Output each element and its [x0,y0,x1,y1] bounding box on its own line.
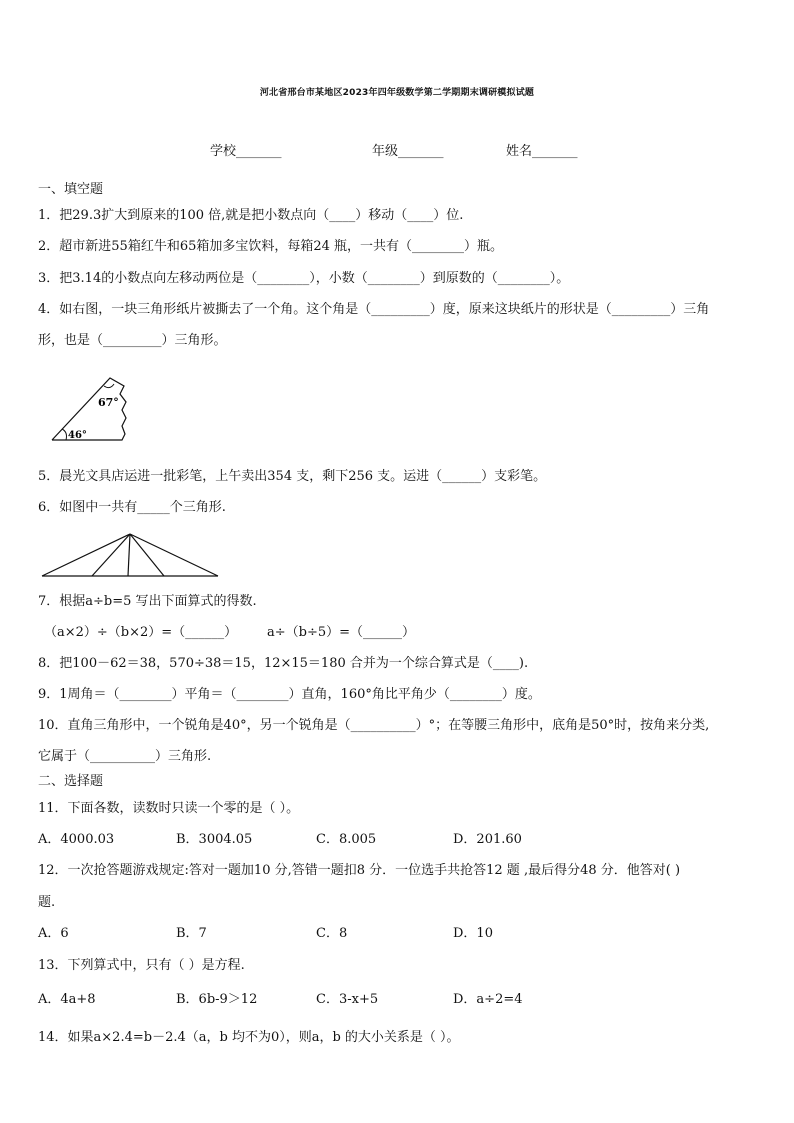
grade-field[interactable]: 年级_______ [372,144,444,159]
question-4-line2: 形，也是（_________）三角形。 [38,333,227,348]
q12-option-c[interactable]: C．8 [316,926,348,941]
name-field[interactable]: 姓名_______ [506,144,578,159]
q13-option-a[interactable]: A．4a+8 [38,992,96,1007]
question-1: 1．把29.3扩大到原来的100 倍,就是把小数点向（____）移动（____）位. [38,208,464,223]
q11-option-c[interactable]: C．8.005 [316,832,377,847]
question-10-line2: 它属于（__________）三角形. [38,749,212,764]
section-fill-blank-heading: 一、填空题 [38,182,104,197]
question-9: 9．1周角＝（________）平角＝（________）直角，160°角比平角少（________）度。 [38,687,541,702]
question-11: 11．下面各数，读数时只读一个零的是（ ）。 [38,801,300,816]
triangles-count-figure [38,530,222,580]
page-title: 河北省邢台市某地区2023年四年级数学第二学期期末调研模拟试题 [259,88,535,98]
question-2: 2．超市新进55箱红牛和65箱加多宝饮料，每箱24 瓶，一共有（________）瓶。 [38,239,504,254]
q13-option-c[interactable]: C．3-x+5 [316,992,379,1007]
question-5: 5．晨光文具店运进一批彩笔，上午卖出354 支，剩下256 支。运进（______）支彩笔。 [38,469,547,484]
q13-option-b[interactable]: B．6b-9＞12 [176,992,258,1007]
question-7a: （a×2）÷（b×2）=（______） [44,625,238,640]
question-12-line1: 12．一次抢答题游戏规定:答对一题加10 分,答错一题扣8 分．一位选手共抢答12 题 ,最后得分48 分．他答对( ) [38,863,681,878]
question-8: 8．把100－62＝38，570÷38＝15，12×15＝180 合并为一个综合算式是（____). [38,656,529,671]
question-7b: a÷（b÷5）=（______） [267,625,416,640]
question-13: 13．下列算式中，只有（ ）是方程. [38,958,245,973]
question-3: 3．把3.14的小数点向左移动两位是（________），小数（________）到原数的（________）。 [38,271,570,286]
question-12-line2: 题. [38,895,56,910]
question-6: 6．如图中一共有_____个三角形. [38,500,226,515]
section-choice-heading: 二、选择题 [38,774,104,789]
question-4-line1: 4．如右图，一块三角形纸片被撕去了一个角。这个角是（_________）度，原来这块纸片的形状是（_________）三角 [38,302,710,317]
q11-option-a[interactable]: A．4000.03 [38,832,115,847]
question-7: 7．根据a÷b=5 写出下面算式的得数. [38,594,257,609]
q12-option-a[interactable]: A．6 [38,926,69,941]
q11-option-d[interactable]: D．201.60 [453,832,522,847]
torn-triangle-figure [46,372,136,444]
question-14: 14．如果a×2.4=b－2.4（a，b 均不为0），则a，b 的大小关系是（ ）。 [38,1030,460,1045]
angle-67-label: 67° [98,396,119,409]
angle-46-label: 46° [68,430,87,441]
question-10-line1: 10．直角三角形中，一个锐角是40°，另一个锐角是（__________）°；在等腰三角形中，底角是50°时，按角来分类, [38,718,710,733]
q11-option-b[interactable]: B．3004.05 [176,832,253,847]
q12-option-d[interactable]: D．10 [453,926,493,941]
q12-option-b[interactable]: B．7 [176,926,207,941]
q13-option-d[interactable]: D．a÷2=4 [453,992,523,1007]
school-field[interactable]: 学校_______ [210,144,282,159]
